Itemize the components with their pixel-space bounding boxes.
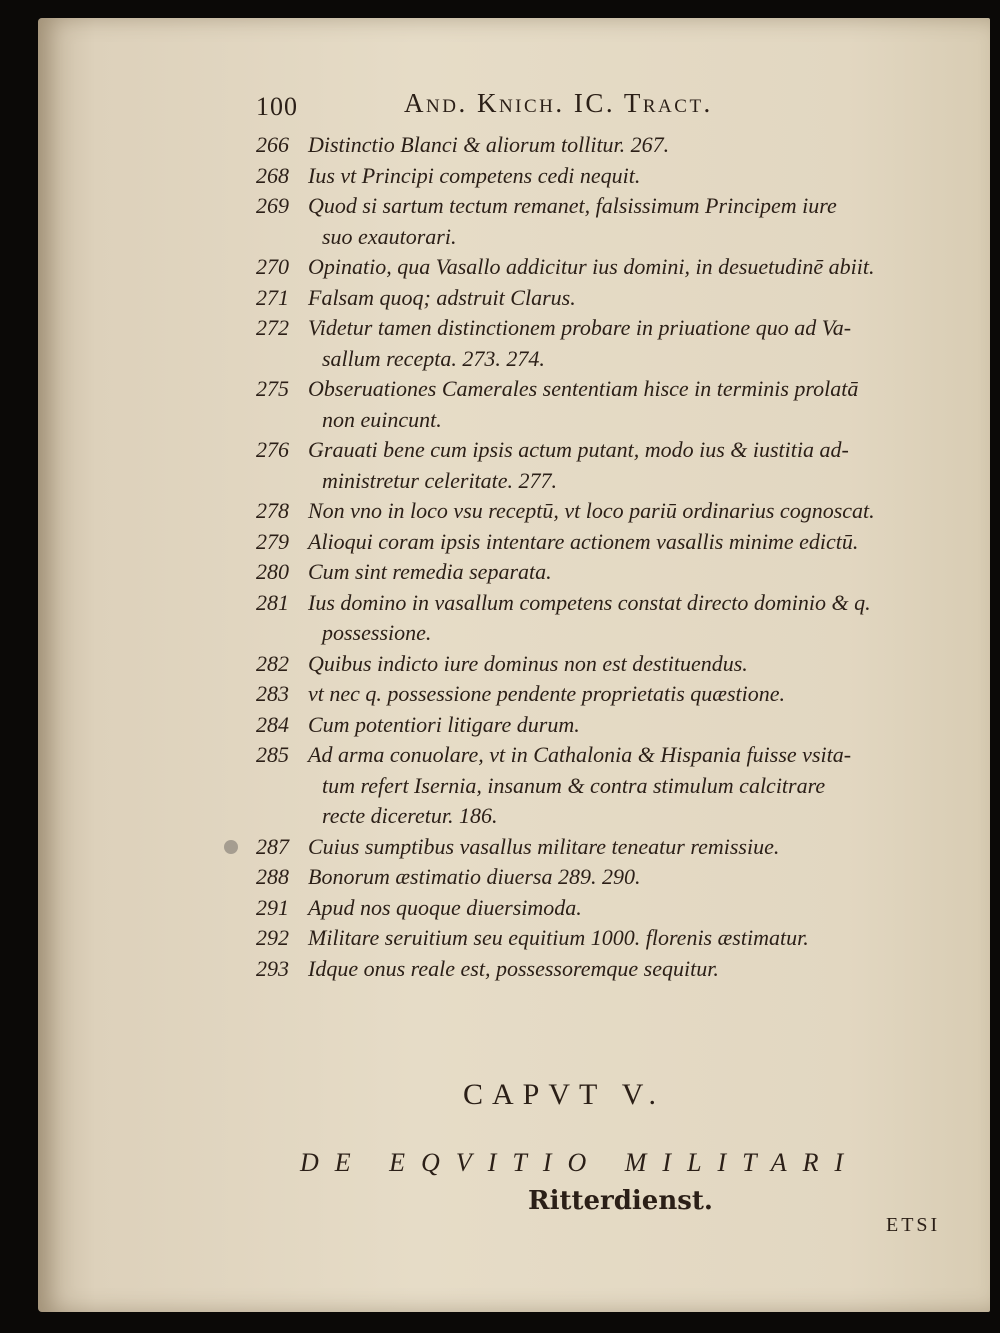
chapter-subtitle: DE EQVITIO MILITARI bbox=[300, 1148, 860, 1177]
entry-text bbox=[308, 527, 986, 558]
running-head: And. Knich. IC. Tract. bbox=[404, 88, 713, 118]
entry-line: suo exautorari. bbox=[322, 223, 457, 249]
entry-text bbox=[308, 313, 986, 374]
entry-number: 280 bbox=[256, 559, 289, 584]
entry-line: Falsam quoq; adstruit Clarus. bbox=[308, 284, 576, 310]
summary-entry bbox=[256, 649, 986, 680]
entry-text bbox=[308, 252, 986, 283]
entry-text bbox=[308, 954, 986, 985]
summary-entry bbox=[256, 954, 986, 985]
summary-entry bbox=[256, 252, 986, 283]
page-header bbox=[256, 88, 816, 128]
summary-entry bbox=[256, 588, 986, 649]
entry-line: Ad arma conuolare, vt in Cathalonia & Hispania fuisse vsita- bbox=[308, 742, 852, 767]
entry-line: vt nec q. possessione pendente proprietatis quæstione. bbox=[308, 681, 786, 706]
entry-line: Apud nos quoque diuersimoda. bbox=[308, 894, 582, 920]
entry-line: Alioqui coram ipsis intentare actionem vasallis minime edictū. bbox=[308, 528, 859, 554]
entry-text bbox=[308, 679, 986, 710]
entry-number: 272 bbox=[256, 315, 289, 340]
entry-line: Cum sint remedia separata. bbox=[308, 559, 552, 584]
entry-number: 293 bbox=[256, 955, 289, 981]
entry-text bbox=[308, 740, 986, 832]
entry-number: 269 bbox=[256, 193, 289, 218]
entry-text bbox=[308, 283, 986, 314]
entry-line: Ius vt Principi competens cedi nequit. bbox=[308, 162, 641, 188]
entry-line: Quod si sartum tectum remanet, falsissimum Principem iure bbox=[308, 193, 837, 218]
entry-number: 281 bbox=[256, 589, 289, 615]
summary-entry bbox=[256, 435, 986, 496]
book-page bbox=[38, 18, 990, 1312]
entry-line: sallum recepta. 273. 274. bbox=[322, 345, 545, 371]
summary-entry bbox=[256, 313, 986, 374]
catchword: ETSI bbox=[886, 1214, 941, 1236]
summary-entry bbox=[256, 130, 986, 161]
summary-entry bbox=[256, 923, 986, 954]
entry-line: Opinatio, qua Vasallo addicitur ius domini, in desuetudinē abiit. bbox=[308, 254, 875, 279]
summary-entry bbox=[256, 496, 986, 527]
entry-line: Militare seruitium seu equitium 1000. florenis æstimatur. bbox=[308, 925, 809, 950]
summary-entry bbox=[256, 283, 986, 314]
entry-line: Cum potentiori litigare durum. bbox=[308, 711, 580, 737]
page-number: 100 bbox=[256, 92, 298, 121]
entry-line: possessione. bbox=[322, 620, 432, 645]
entry-text bbox=[308, 557, 986, 588]
entry-line: ministretur celeritate. 277. bbox=[322, 467, 558, 493]
summary-entry bbox=[256, 161, 986, 192]
summary-entry bbox=[256, 191, 986, 252]
entry-line: Obseruationes Camerales sententiam hisce in terminis prolatā bbox=[308, 376, 859, 401]
summary-entry bbox=[256, 557, 986, 588]
summary-entry bbox=[256, 679, 986, 710]
entry-text bbox=[308, 862, 986, 893]
entry-text bbox=[308, 893, 986, 924]
summary-entry bbox=[256, 832, 986, 863]
entry-number: 282 bbox=[256, 650, 289, 676]
entry-line: non euincunt. bbox=[322, 406, 442, 432]
entry-text bbox=[308, 161, 986, 192]
entry-line: Distinctio Blanci & aliorum tollitur. 267. bbox=[308, 132, 670, 157]
entry-number: 284 bbox=[256, 711, 289, 737]
entry-text bbox=[308, 649, 986, 680]
entry-number: 268 bbox=[256, 162, 289, 188]
entry-line: tum refert Isernia, insanum & contra stimulum calcitrare bbox=[322, 772, 826, 798]
entry-number: 266 bbox=[256, 132, 289, 157]
entry-number: 292 bbox=[256, 925, 289, 950]
chapter-caput: CAPVT bbox=[462, 1078, 606, 1111]
summary-entry bbox=[256, 374, 986, 435]
entry-number: 278 bbox=[256, 498, 289, 523]
entry-line: Videtur tamen distinctionem probare in priuatione quo ad Va- bbox=[308, 315, 852, 340]
entry-text bbox=[308, 435, 986, 496]
entry-line: Bonorum æstimatio diuersa 289. 290. bbox=[308, 864, 641, 889]
summary-entry bbox=[256, 527, 986, 558]
entry-text bbox=[308, 130, 986, 161]
entry-number: 279 bbox=[256, 528, 289, 554]
entry-number: 276 bbox=[256, 437, 289, 462]
entry-text bbox=[308, 496, 986, 527]
entry-number: 283 bbox=[256, 681, 289, 706]
chapter-numeral: V. bbox=[621, 1078, 666, 1111]
summary-entry bbox=[256, 862, 986, 893]
entry-text bbox=[308, 923, 986, 954]
entry-line: Ius domino in vasallum competens constat directo dominio & q. bbox=[308, 589, 871, 615]
entry-number: 291 bbox=[256, 894, 289, 920]
summary-entry bbox=[256, 710, 986, 741]
entry-text bbox=[308, 191, 986, 252]
entry-line: Idque onus reale est, possessoremque sequitur. bbox=[308, 955, 719, 981]
summary-list bbox=[256, 130, 986, 984]
entry-line: recte diceretur. 186. bbox=[322, 803, 498, 828]
entry-number: 287 bbox=[256, 833, 289, 859]
entry-number: 285 bbox=[256, 742, 289, 767]
entry-text bbox=[308, 588, 986, 649]
entry-text bbox=[308, 374, 986, 435]
entry-line: Quibus indicto iure dominus non est destituendus. bbox=[308, 650, 748, 676]
chapter-gothic-title: Ritterdienst. bbox=[528, 1186, 713, 1216]
summary-entry bbox=[256, 893, 986, 924]
entry-number: 271 bbox=[256, 284, 289, 310]
entry-number: 270 bbox=[256, 254, 289, 279]
entry-number: 288 bbox=[256, 864, 289, 889]
summary-entry bbox=[256, 740, 986, 832]
chapter-heading bbox=[38, 1078, 990, 1112]
binding-hole bbox=[224, 840, 238, 854]
entry-text bbox=[308, 832, 986, 863]
entry-line: Cuius sumptibus vasallus militare teneatur remissiue. bbox=[308, 833, 780, 859]
entry-line: Non vno in loco vsu receptū, vt loco pariū ordinarius cognoscat. bbox=[308, 498, 875, 523]
entry-text bbox=[308, 710, 986, 741]
entry-number: 275 bbox=[256, 376, 289, 401]
entry-line: Grauati bene cum ipsis actum putant, modo ius & iustitia ad- bbox=[308, 437, 849, 462]
